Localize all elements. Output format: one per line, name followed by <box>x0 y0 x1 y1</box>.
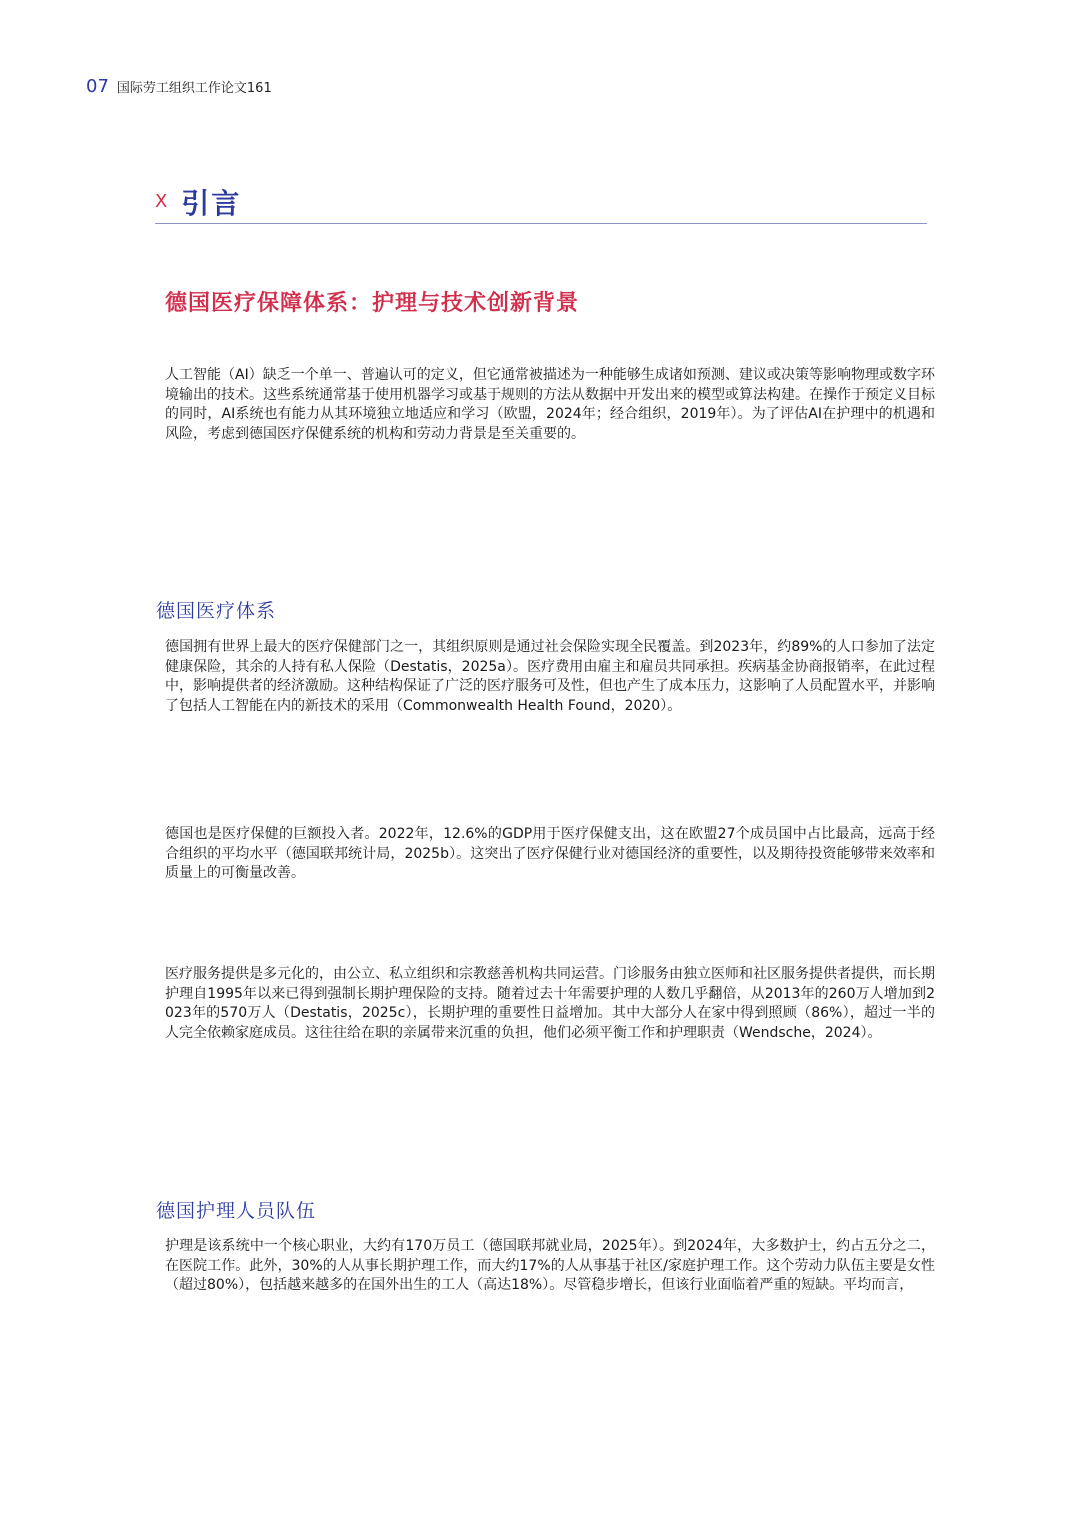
publication-title: 国际劳工组织工作论文161 <box>116 81 272 96</box>
nursing-paragraph: 护理是该系统中一个核心职业，大约有170万员工（德国联邦就业局，2025年）。到2024年，大多数护士，约占五分之二，在医院工作。此外，30%的人从事长期护理工作，而大约17%的人从事基于社区/家庭护理工作。这个劳动力队伍主要是女性（超过80%），包括越来越多的在国外出生的工人（高达18%）。尽管稳步增长，但该行业面临着严重的短缺。平均而言， <box>165 1238 935 1293</box>
section-divider <box>155 223 927 224</box>
intro-paragraph: 人工智能（AI）缺乏一个单一、普遍认可的定义，但它通常被描述为一种能够生成诸如预测、建议或决策等影响物理或数字环境输出的技术。这些系统通常基于使用机器学习或基于规则的方法从数据中开发出来的模型或算法构建。在操作于预定义目标的同时，AI系统也有能力从其环境独立地适应和学习（欧盟，2024年；经合组织，2019年）。为了评估AI在护理中的机遇和风险，考虑到德国医疗保健系统的机构和劳动力背景是至关重要的。 <box>165 367 935 442</box>
section-header <box>155 182 241 222</box>
chapter-subtitle: 德国医疗保障体系：护理与技术创新背景 <box>165 291 580 316</box>
section-title: 引言 <box>181 187 242 220</box>
healthcare-system-heading: 德国医疗体系 <box>156 600 277 622</box>
section-mark: X <box>155 191 168 212</box>
nursing-workforce-heading: 德国护理人员队伍 <box>156 1200 317 1222</box>
healthcare-paragraph-3: 医疗服务提供是多元化的，由公立、私立组织和宗教慈善机构共同运营。门诊服务由独立医师和社区服务提供者提供，而长期护理自1995年以来已得到强制长期护理保险的支持。随着过去十年需要护理的人数几乎翻倍，从2013年的260万人增加到2023年的570万人（Destatis，2025c），长期护理的重要性日益增加。其中大部分人在家中得到照顾（86%），超过一半的人完全依赖家庭成员。这往往给在职的亲属带来沉重的负担，他们必须平衡工作和护理职责（Wendsche，2024）。 <box>165 966 935 1041</box>
healthcare-paragraph-2: 德国也是医疗保健的巨额投入者。2022年，12.6%的GDP用于医疗保健支出，这在欧盟27个成员国中占比最高，远高于经合组织的平均水平（德国联邦统计局，2025b）。这突出了医疗保健行业对德国经济的重要性，以及期待投资能够带来效率和质量上的可衡量改善。 <box>165 826 935 881</box>
page-header <box>86 76 272 97</box>
healthcare-paragraph-1: 德国拥有世界上最大的医疗保健部门之一，其组织原则是通过社会保险实现全民覆盖。到2023年，约89%的人口参加了法定健康保险，其余的人持有私人保险（Destatis，2025a）。医疗费用由雇主和雇员共同承担。疾病基金协商报销率，在此过程中，影响提供者的经济激励。这种结构保证了广泛的医疗服务可及性，但也产生了成本压力，这影响了人员配置水平，并影响了包括人工智能在内的新技术的采用（Commonwealth Health Found，2020）。 <box>165 639 935 714</box>
page-number: 07 <box>86 76 109 97</box>
